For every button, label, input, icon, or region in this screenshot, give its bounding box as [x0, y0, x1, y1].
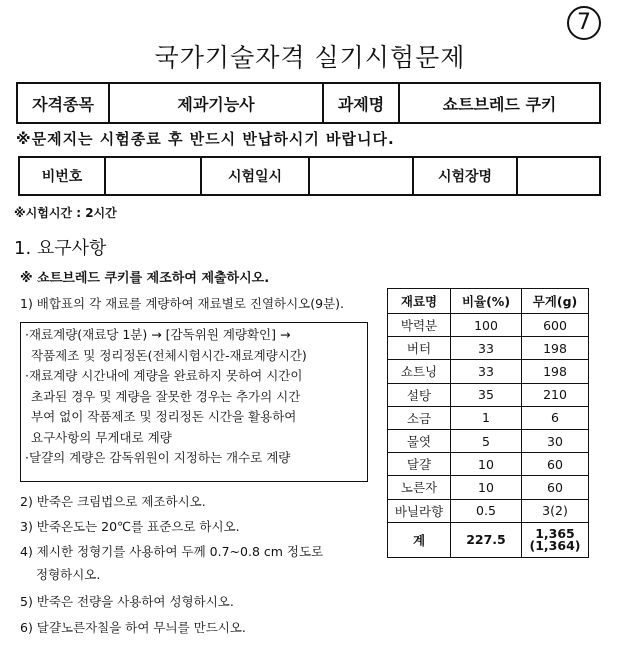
ingredient-name: 노른자 — [388, 476, 451, 499]
ingredient-weight: 600 — [522, 314, 589, 337]
ingredient-ratio: 100 — [451, 314, 522, 337]
return-notice: ※문제지는 시험종료 후 반드시 반납하시기 바랍니다. — [16, 130, 395, 148]
table-row — [388, 453, 589, 476]
exam-time: ※시험시간 : 2시간 — [14, 206, 117, 220]
requirement-item: 6) 달걀노른자칠을 하여 무늬를 만드시오. — [20, 620, 246, 635]
page-number-badge: 7 — [567, 6, 601, 40]
ingredient-name: 쇼트닝 — [388, 360, 451, 383]
ingredient-weight: 210 — [522, 383, 589, 406]
box-line: ·재료계량 시간내에 계량을 완료하지 못하여 시간이 — [25, 368, 303, 383]
table-row — [388, 383, 589, 406]
ingredient-name: 달걀 — [388, 453, 451, 476]
field-value: 제과기능사 — [109, 83, 323, 123]
requirement-item: 5) 반죽은 전량을 사용하여 성형하시오. — [20, 594, 234, 609]
date-value[interactable] — [309, 157, 413, 195]
total-weight-main: 1,365 — [535, 525, 575, 541]
ingredient-weight: 60 — [522, 476, 589, 499]
section-title: 1. 요구사항 — [14, 238, 107, 259]
total-ratio: 227.5 — [451, 522, 522, 557]
total-label: 계 — [388, 522, 451, 557]
requirement-item: 2) 반죽은 크림법으로 제조하시오. — [20, 494, 206, 509]
ingredient-name: 박력분 — [388, 314, 451, 337]
ingredient-weight: 60 — [522, 453, 589, 476]
id-value[interactable] — [105, 157, 201, 195]
ingredient-name: 소금 — [388, 406, 451, 429]
page-title: 국가기술자격 실기시험문제 — [154, 43, 466, 72]
ingredient-name: 설탕 — [388, 383, 451, 406]
requirement-item: 1) 배합표의 각 재료를 계량하여 재료별로 진열하시오(9분). — [20, 296, 345, 311]
box-line: ·재료계량(재료당 1분) → [감독위원 계량확인] → — [25, 327, 291, 342]
requirement-item: 4) 제시한 정형기를 사용하여 두께 0.7~0.8 cm 정도로 — [20, 544, 324, 559]
table-row — [388, 360, 589, 383]
box-line: 초과된 경우 및 계량을 잘못한 경우는 추가의 시간 — [31, 388, 301, 404]
ingredient-weight: 3(2) — [522, 499, 589, 522]
total-weight — [522, 522, 589, 557]
ingredient-weight: 198 — [522, 360, 589, 383]
place-label: 시험장명 — [413, 157, 517, 195]
box-line: ·달걀의 계량은 감독위원이 지정하는 개수로 계량 — [25, 450, 291, 465]
ingredient-ratio: 33 — [451, 360, 522, 383]
table-row — [388, 476, 589, 499]
ingredient-table — [387, 288, 589, 558]
ingredient-ratio: 0.5 — [451, 499, 522, 522]
ingredient-weight: 30 — [522, 429, 589, 452]
ingredient-ratio: 10 — [451, 476, 522, 499]
exam-header-table — [16, 82, 601, 124]
requirement-item: 3) 반죽온도는 20℃를 표준으로 하시오. — [20, 519, 240, 534]
ingredient-name: 물엿 — [388, 429, 451, 452]
total-weight-alt: (1,364) — [529, 537, 581, 553]
place-value[interactable] — [517, 157, 600, 195]
ingredient-ratio: 5 — [451, 429, 522, 452]
exam-info-table — [18, 156, 601, 196]
task-label: 과제명 — [323, 83, 399, 123]
table-row — [388, 429, 589, 452]
field-label: 자격종목 — [17, 83, 109, 123]
ingredient-ratio: 33 — [451, 337, 522, 360]
table-row — [388, 314, 589, 337]
requirement-item: 정형하시오. — [36, 567, 101, 582]
table-row — [388, 499, 589, 522]
ingredient-weight: 6 — [522, 406, 589, 429]
column-header: 재료명 — [388, 289, 451, 314]
date-label: 시험일시 — [201, 157, 309, 195]
ingredient-ratio: 1 — [451, 406, 522, 429]
id-label: 비번호 — [19, 157, 105, 195]
box-line: 부여 없이 작품제조 및 정리정돈 시간을 활용하여 — [31, 409, 297, 424]
table-row — [388, 337, 589, 360]
task-value: 쇼트브레드 쿠키 — [399, 83, 600, 123]
box-line: 요구사항의 무게대로 계량 — [31, 429, 172, 445]
box-line: 작품제조 및 정리정돈(전체시험시간-재료계량시간) — [31, 347, 307, 363]
column-header: 무게(g) — [522, 289, 589, 314]
ingredient-ratio: 35 — [451, 383, 522, 406]
ingredient-name: 버터 — [388, 337, 451, 360]
ingredient-ratio: 10 — [451, 453, 522, 476]
total-row — [388, 522, 589, 557]
table-row — [388, 406, 589, 429]
weighing-notice-box — [20, 322, 368, 482]
ingredient-name: 바닐라향 — [388, 499, 451, 522]
column-header: 비율(%) — [451, 289, 522, 314]
ingredient-weight: 198 — [522, 337, 589, 360]
task-subtitle: ※ 쇼트브레드 쿠키를 제조하여 제출하시오. — [20, 271, 270, 286]
